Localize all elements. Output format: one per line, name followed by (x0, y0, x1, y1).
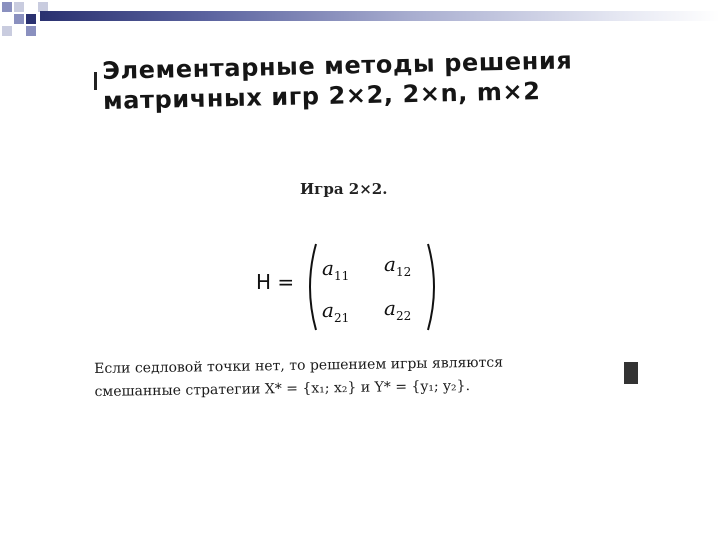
deco-square (2, 2, 12, 12)
title-line-1: Элементарные методы решения (102, 46, 573, 85)
matrix-cell-a12: $a_{12}$ (384, 252, 412, 279)
body-text (94, 349, 643, 404)
matrix-cell-a21: $a_{21}$ (322, 298, 350, 325)
slide-decoration (0, 0, 720, 40)
deco-square (14, 2, 24, 12)
matrix-lhs: H = (256, 270, 295, 294)
right-paren-icon (424, 242, 444, 332)
deco-square (2, 26, 12, 36)
deco-gradient-bar (40, 11, 720, 21)
slide-title (102, 44, 643, 116)
body-text-line-1: Если седловой точки нет, то решением игры являются (94, 354, 504, 377)
section-subtitle: Игра 2×2. (300, 180, 388, 198)
deco-square (26, 26, 36, 36)
deco-square (26, 14, 36, 24)
matrix-cell-a11: $a_{11}$ (322, 256, 350, 283)
left-paren-icon (300, 242, 320, 332)
matrix-cell-a22: $a_{22}$ (384, 296, 412, 323)
payoff-matrix (256, 242, 456, 334)
body-text-line-2: смешанные стратегии X* = {x₁; x₂} и Y* = {y₁; y₂}. (94, 378, 471, 400)
scanned-slide (92, 42, 642, 422)
deco-square (14, 14, 24, 24)
title-line-2: матричных игр 2×2, 2×n, m×2 (102, 77, 541, 115)
scan-artifact (94, 72, 97, 90)
